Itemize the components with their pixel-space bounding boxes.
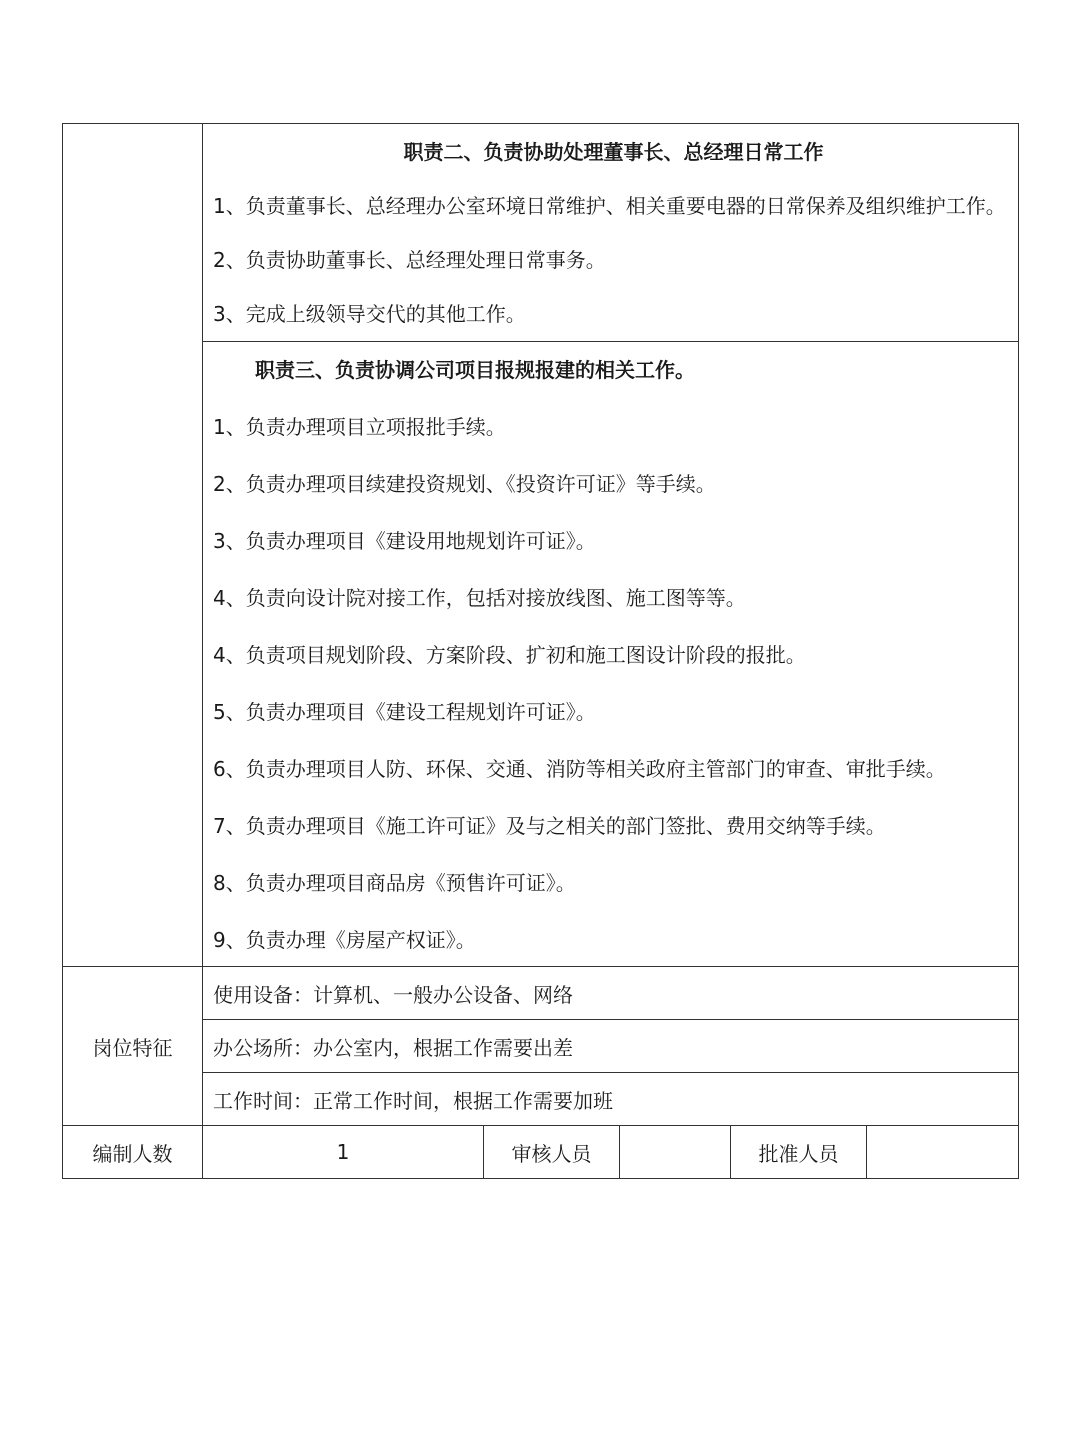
job-description-table — [62, 123, 1019, 1179]
duty3-item: 1、负责办理项目立项报批手续。 — [213, 415, 506, 439]
duty3-title: 职责三、负责协调公司项目报规报建的相关工作。 — [255, 358, 695, 382]
duty3-item: 5、负责办理项目《建设工程规划许可证》。 — [213, 700, 596, 724]
reviewer-value — [620, 1126, 731, 1179]
headcount-value: 1 — [203, 1126, 484, 1179]
position-row-location — [63, 1020, 1019, 1073]
duty-label-cell — [63, 124, 203, 967]
duty2-section — [203, 124, 1019, 342]
duty3-item: 2、负责办理项目续建投资规划、《投资许可证》等手续。 — [213, 472, 716, 496]
position-label: 岗位特征 — [63, 967, 203, 1126]
footer-row — [63, 1126, 1019, 1179]
duty2-item: 1、负责董事长、总经理办公室环境日常维护、相关重要电器的日常保养及组织维护工作。 — [213, 194, 1006, 218]
duty3-section — [203, 342, 1019, 967]
headcount-label: 编制人数 — [63, 1126, 203, 1179]
duty-rows — [63, 124, 1019, 342]
duty3-item: 3、负责办理项目《建设用地规划许可证》。 — [213, 529, 596, 553]
approver-label: 批准人员 — [731, 1126, 867, 1179]
duty3-item: 9、负责办理《房屋产权证》。 — [213, 928, 476, 952]
duty3-item: 8、负责办理项目商品房《预售许可证》。 — [213, 871, 576, 895]
position-row-hours — [63, 1073, 1019, 1126]
duty3-item: 6、负责办理项目人防、环保、交通、消防等相关政府主管部门的审查、审批手续。 — [213, 757, 946, 781]
position-row-equipment — [63, 967, 1019, 1020]
duty3-item: 7、负责办理项目《施工许可证》及与之相关的部门签批、费用交纳等手续。 — [213, 814, 886, 838]
duty3-item: 4、负责项目规划阶段、方案阶段、扩初和施工图设计阶段的报批。 — [213, 643, 806, 667]
approver-value — [867, 1126, 1019, 1179]
location-cell: 办公场所：办公室内，根据工作需要出差 — [203, 1020, 1019, 1073]
hours-cell: 工作时间：正常工作时间，根据工作需要加班 — [203, 1073, 1019, 1126]
duty2-item: 3、完成上级领导交代的其他工作。 — [213, 302, 526, 326]
duty3-row — [63, 342, 1019, 967]
duty2-title: 职责二、负责协助处理董事长、总经理日常工作 — [403, 140, 824, 164]
equipment-cell: 使用设备：计算机、一般办公设备、网络 — [203, 967, 1019, 1020]
duty3-item: 4、负责向设计院对接工作，包括对接放线图、施工图等等。 — [213, 586, 746, 610]
duty2-item: 2、负责协助董事长、总经理处理日常事务。 — [213, 248, 606, 272]
reviewer-label: 审核人员 — [484, 1126, 620, 1179]
